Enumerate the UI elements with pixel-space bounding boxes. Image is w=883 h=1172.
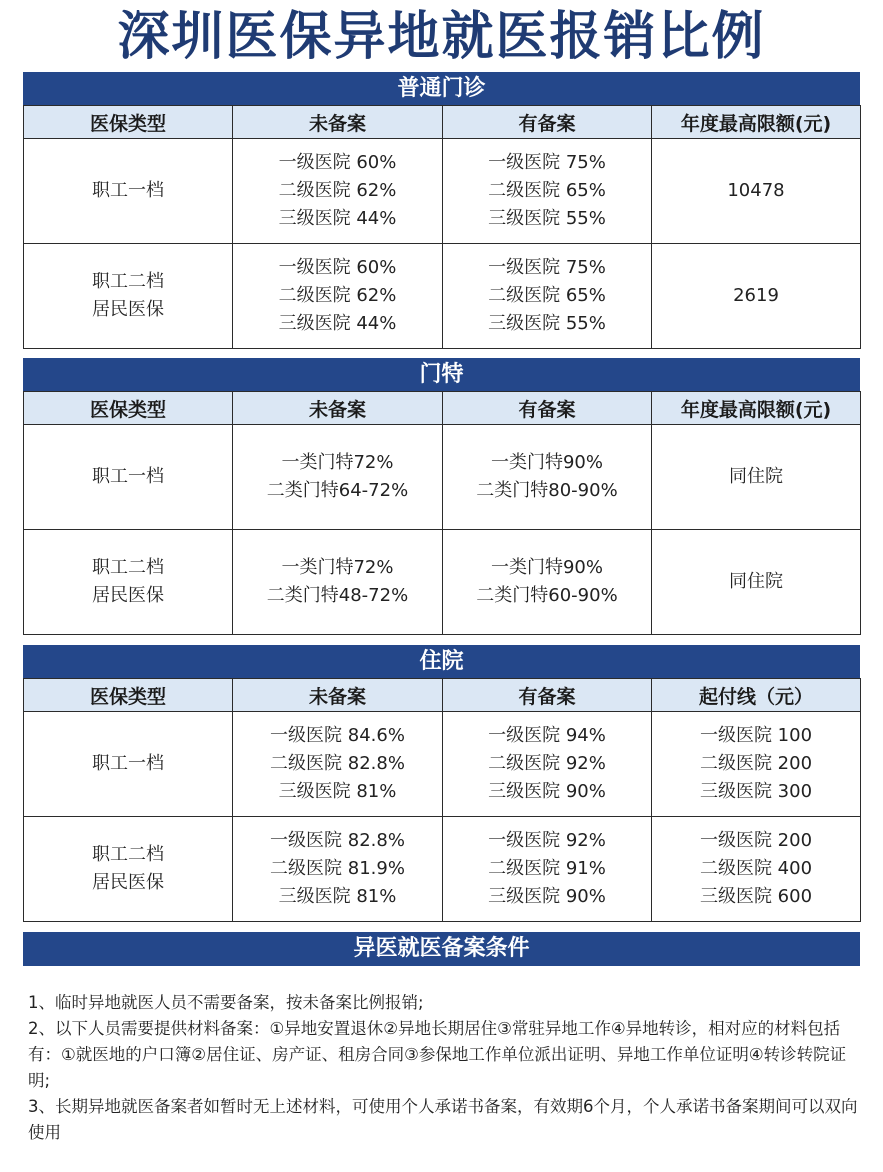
- cell-unregistered: [233, 530, 443, 635]
- cell-line: 居民医保: [92, 872, 164, 893]
- header-insurance-type: 医保类型: [24, 679, 233, 712]
- cell-line: 一类门特90%: [490, 452, 603, 473]
- cell-line: 职工一档: [92, 753, 164, 774]
- cell-line: 一级医院 200: [699, 830, 813, 851]
- table-header-row: [24, 679, 861, 712]
- cell-line: 职工一档: [92, 180, 164, 201]
- cell-line: 二类门特48-72%: [266, 585, 409, 606]
- header-deductible: 起付线（元）: [652, 679, 861, 712]
- cell-line: 二级医院 91%: [488, 858, 606, 879]
- section-inpatient: [23, 645, 860, 922]
- cell-deductible: [652, 712, 861, 817]
- cell-line: 一级医院 100: [699, 725, 813, 746]
- cell-line: 10478: [727, 180, 785, 201]
- cell-line: 职工二档: [92, 844, 164, 865]
- cell-line: 三级医院 90%: [488, 781, 606, 802]
- header-insurance-type: 医保类型: [24, 392, 233, 425]
- cell-line: 二级医院 82.8%: [270, 753, 405, 774]
- cell-line: 二类门特60-90%: [476, 585, 618, 606]
- section-special-outpatient: [23, 358, 860, 635]
- cell-line: 职工一档: [92, 466, 164, 487]
- cell-insurance-type: [24, 425, 233, 530]
- cell-annual-limit: [652, 530, 861, 635]
- reimbursement-table: [23, 678, 861, 922]
- cell-line: 二级医院 65%: [488, 285, 606, 306]
- cell-insurance-type: [24, 712, 233, 817]
- header-registered: 有备案: [443, 106, 652, 139]
- cell-line: 三级医院 81%: [278, 886, 397, 907]
- cell-line: 居民医保: [92, 299, 164, 320]
- cell-line: 二级医院 65%: [488, 180, 606, 201]
- cell-unregistered: [233, 712, 443, 817]
- cell-annual-limit: [652, 139, 861, 244]
- section-band: 普通门诊: [23, 72, 860, 105]
- header-unregistered: 未备案: [233, 679, 443, 712]
- cell-line: 三级医院 81%: [278, 781, 397, 802]
- cell-line: 三级医院 44%: [278, 313, 397, 334]
- cell-line: 同住院: [729, 466, 783, 487]
- condition-item: 1、临时异地就医人员不需要备案，按未备案比例报销;: [28, 993, 424, 1012]
- table-row: [24, 530, 861, 635]
- cell-line: 一级医院 75%: [488, 152, 606, 173]
- table-header-row: [24, 106, 861, 139]
- condition-item: 3、长期异地就医备案者如暂时无上述材料，可使用个人承诺书备案，有效期6个月，个人承诺书备案期间可以双向使用: [28, 1097, 858, 1142]
- cell-unregistered: [233, 244, 443, 349]
- header-registered: 有备案: [443, 679, 652, 712]
- section-band: 住院: [23, 645, 860, 678]
- cell-line: 居民医保: [92, 585, 164, 606]
- cell-line: 一级医院 60%: [278, 152, 397, 173]
- table-header-row: [24, 392, 861, 425]
- cell-line: 三级医院 55%: [488, 313, 606, 334]
- cell-unregistered: [233, 425, 443, 530]
- cell-line: 一类门特72%: [281, 452, 394, 473]
- header-insurance-type: 医保类型: [24, 106, 233, 139]
- cell-unregistered: [233, 817, 443, 922]
- cell-annual-limit: [652, 244, 861, 349]
- cell-line: 二级医院 200: [699, 753, 813, 774]
- cell-registered: [443, 425, 652, 530]
- cell-registered: [443, 139, 652, 244]
- cell-line: 三级医院 600: [699, 886, 813, 907]
- table-row: [24, 139, 861, 244]
- cell-line: 同住院: [729, 571, 783, 592]
- page-title: 深圳医保异地就医报销比例: [117, 7, 766, 67]
- header-annual-limit: 年度最高限额(元): [652, 106, 861, 139]
- cell-line: 二级医院 92%: [488, 753, 606, 774]
- cell-insurance-type: [24, 817, 233, 922]
- table-row: [24, 244, 861, 349]
- cell-line: 一类门特90%: [490, 557, 603, 578]
- cell-line: 一级医院 92%: [488, 830, 606, 851]
- reimbursement-table: [23, 105, 861, 349]
- conditions-notes: [28, 990, 858, 1146]
- reimbursement-table: [23, 391, 861, 635]
- section-general-outpatient: [23, 72, 860, 349]
- table-row: [24, 712, 861, 817]
- cell-line: 二级医院 62%: [278, 180, 397, 201]
- cell-line: 一级医院 84.6%: [270, 725, 405, 746]
- cell-line: 三级医院 90%: [488, 886, 606, 907]
- cell-line: 一级医院 82.8%: [270, 830, 405, 851]
- cell-line: 职工二档: [92, 271, 164, 292]
- cell-line: 二类门特80-90%: [476, 480, 618, 501]
- header-unregistered: 未备案: [233, 392, 443, 425]
- cell-line: 三级医院 300: [699, 781, 813, 802]
- cell-line: 二级医院 400: [699, 858, 813, 879]
- cell-annual-limit: [652, 425, 861, 530]
- header-registered: 有备案: [443, 392, 652, 425]
- cell-line: 三级医院 44%: [278, 208, 397, 229]
- table-row: [24, 425, 861, 530]
- header-unregistered: 未备案: [233, 106, 443, 139]
- cell-line: 一级医院 60%: [278, 257, 397, 278]
- cell-registered: [443, 530, 652, 635]
- cell-insurance-type: [24, 530, 233, 635]
- cell-registered: [443, 244, 652, 349]
- cell-unregistered: [233, 139, 443, 244]
- cell-deductible: [652, 817, 861, 922]
- cell-line: 一类门特72%: [281, 557, 394, 578]
- cell-line: 三级医院 55%: [488, 208, 606, 229]
- condition-item: 2、以下人员需要提供材料备案：①异地安置退休②异地长期居住③常驻异地工作④异地转诊，相对应的材料包括有：①就医地的户口簿②居住证、房产证、租房合同③参保地工作单位派出证明、异地工作单位证明④转诊转院证明;: [28, 1019, 847, 1090]
- cell-insurance-type: [24, 139, 233, 244]
- cell-line: 二级医院 81.9%: [270, 858, 405, 879]
- cell-registered: [443, 817, 652, 922]
- cell-line: 职工二档: [92, 557, 164, 578]
- section-band: 门特: [23, 358, 860, 391]
- cell-line: 一级医院 94%: [488, 725, 606, 746]
- cell-line: 二类门特64-72%: [266, 480, 409, 501]
- table-row: [24, 817, 861, 922]
- cell-line: 2619: [733, 285, 779, 306]
- cell-insurance-type: [24, 244, 233, 349]
- conditions-band: 异医就医备案条件: [23, 932, 860, 966]
- cell-registered: [443, 712, 652, 817]
- cell-line: 一级医院 75%: [488, 257, 606, 278]
- header-annual-limit: 年度最高限额(元): [652, 392, 861, 425]
- cell-line: 二级医院 62%: [278, 285, 397, 306]
